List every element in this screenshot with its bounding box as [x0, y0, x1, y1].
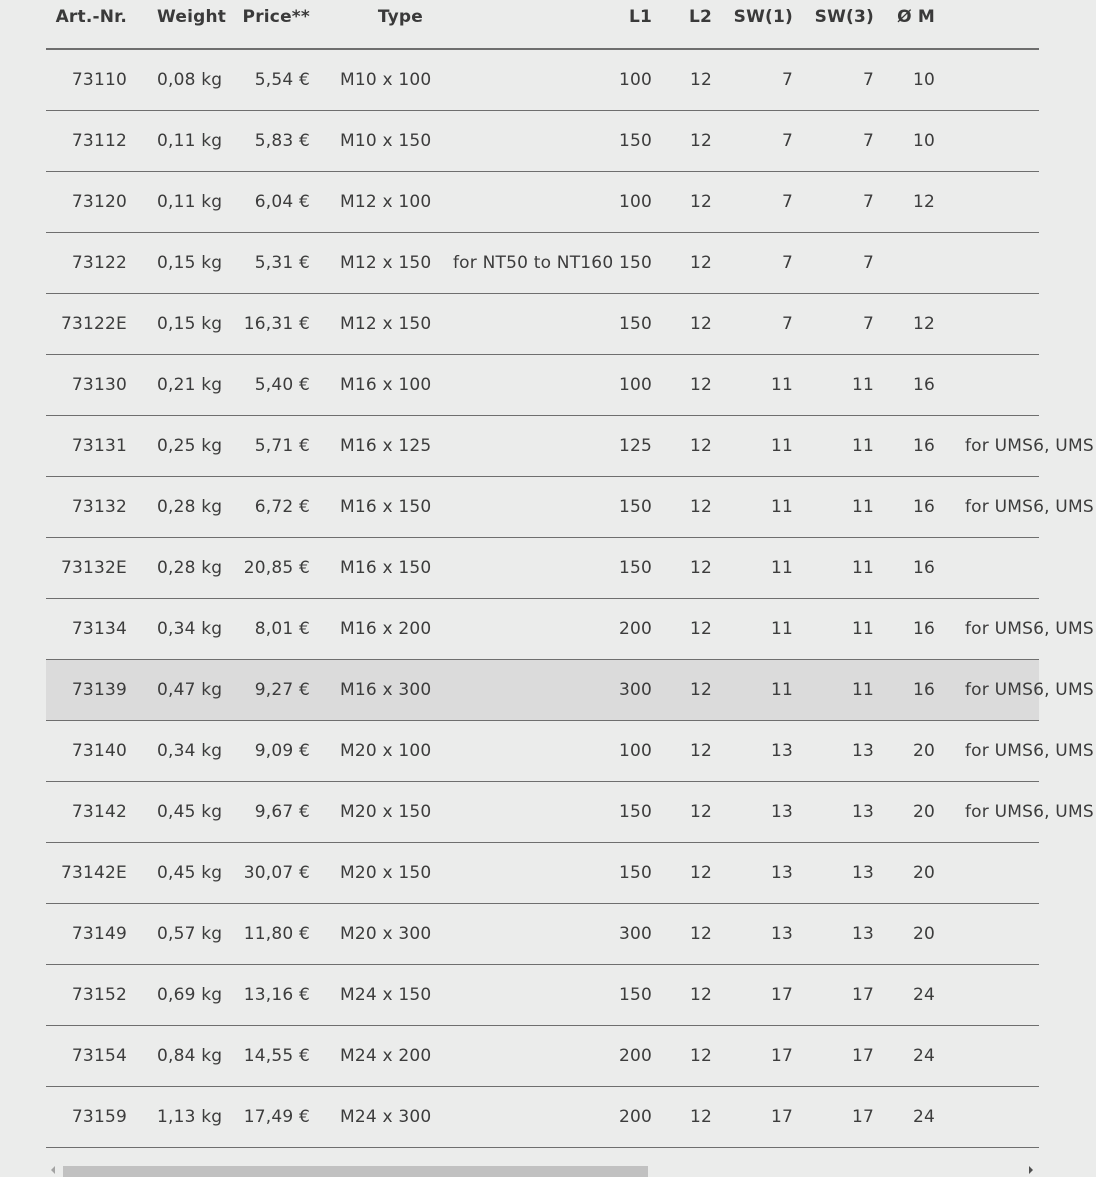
header-sw1[interactable]: SW(1) [733, 7, 793, 27]
cell-l2: 12 [689, 801, 712, 822]
cell-diameter-m: 20 [912, 923, 935, 944]
cell-extra [935, 1087, 1065, 1147]
cell-type: M16 x 100 [340, 374, 432, 395]
cell-type: M12 x 100 [340, 191, 432, 212]
scrollbar-thumb[interactable] [63, 1166, 648, 1177]
cell-art-nr: 73120 [71, 191, 127, 212]
cell-diameter-m [874, 233, 935, 293]
cell-type: M20 x 150 [340, 801, 432, 822]
cell-price: 9,27 € [254, 679, 310, 700]
cell-sw1: 13 [770, 923, 793, 944]
cell-sw3: 17 [851, 1045, 874, 1066]
table-row[interactable] [46, 599, 1094, 660]
cell-l1: 100 [618, 740, 652, 761]
cell-note [423, 782, 605, 842]
cell-sw3: 13 [851, 862, 874, 883]
cell-type: M24 x 150 [340, 984, 432, 1005]
cell-type: M16 x 300 [340, 679, 432, 700]
cell-weight: 0,57 kg [157, 923, 223, 944]
cell-art-nr: 73139 [71, 679, 127, 700]
cell-price: 13,16 € [243, 984, 310, 1005]
cell-sw3: 13 [851, 801, 874, 822]
cell-note [423, 843, 605, 903]
cell-price: 14,55 € [243, 1045, 310, 1066]
cell-sw1: 11 [770, 618, 793, 639]
cell-sw1: 7 [781, 130, 793, 151]
cell-l1: 300 [618, 923, 652, 944]
cell-extra [935, 233, 1065, 293]
header-art-nr[interactable]: Art.-Nr. [55, 7, 127, 27]
cell-art-nr: 73130 [71, 374, 127, 395]
cell-note [423, 904, 605, 964]
cell-diameter-m: 16 [912, 618, 935, 639]
cell-extra: for UMS6, UMS [965, 679, 1094, 700]
cell-art-nr: 73122E [60, 313, 127, 334]
cell-extra [935, 965, 1065, 1025]
cell-extra [935, 50, 1065, 110]
table-header [46, 0, 1039, 50]
cell-sw3: 7 [862, 191, 874, 212]
cell-art-nr: 73132 [71, 496, 127, 517]
cell-note [423, 721, 605, 781]
cell-type: M20 x 150 [340, 862, 432, 883]
cell-sw1: 7 [781, 313, 793, 334]
cell-sw1: 13 [770, 801, 793, 822]
cell-l2: 12 [689, 557, 712, 578]
cell-art-nr: 73159 [71, 1106, 127, 1127]
table-row[interactable] [46, 50, 1039, 111]
cell-type: M16 x 200 [340, 618, 432, 639]
cell-type: M12 x 150 [340, 252, 432, 273]
cell-diameter-m: 10 [912, 130, 935, 151]
table-row[interactable] [46, 904, 1039, 965]
cell-price: 5,31 € [254, 252, 310, 273]
cell-type: M10 x 150 [340, 130, 432, 151]
cell-l2: 12 [689, 862, 712, 883]
cell-type: M20 x 100 [340, 740, 432, 761]
cell-type: M24 x 300 [340, 1106, 432, 1127]
cell-sw3: 7 [862, 130, 874, 151]
header-price[interactable]: Price** [242, 7, 310, 27]
cell-sw3: 11 [851, 374, 874, 395]
cell-type: M16 x 150 [340, 496, 432, 517]
cell-weight: 0,25 kg [157, 435, 223, 456]
cell-l1: 200 [618, 1045, 652, 1066]
cell-diameter-m: 24 [912, 1045, 935, 1066]
cell-extra [935, 1026, 1065, 1086]
table-row[interactable] [46, 172, 1039, 233]
cell-price: 17,49 € [243, 1106, 310, 1127]
cell-l1: 100 [618, 69, 652, 90]
table-row[interactable] [46, 660, 1094, 721]
cell-art-nr: 73122 [71, 252, 127, 273]
header-extra [935, 0, 1065, 48]
cell-note [423, 111, 605, 171]
cell-weight: 0,15 kg [157, 252, 223, 273]
cell-l2: 12 [689, 1045, 712, 1066]
cell-sw3: 11 [851, 557, 874, 578]
cell-weight: 0,15 kg [157, 313, 223, 334]
cell-weight: 0,84 kg [157, 1045, 223, 1066]
cell-sw3: 11 [851, 618, 874, 639]
cell-l1: 300 [618, 679, 652, 700]
cell-art-nr: 73131 [71, 435, 127, 456]
cell-l1: 100 [618, 191, 652, 212]
cell-diameter-m: 16 [912, 496, 935, 517]
cell-diameter-m: 16 [912, 557, 935, 578]
cell-sw3: 11 [851, 435, 874, 456]
cell-diameter-m: 20 [912, 862, 935, 883]
cell-l2: 12 [689, 984, 712, 1005]
cell-note [423, 477, 605, 537]
cell-diameter-m: 24 [912, 1106, 935, 1127]
cell-l2: 12 [689, 618, 712, 639]
cell-l2: 12 [689, 252, 712, 273]
header-note [423, 0, 605, 48]
header-diameter-m[interactable]: Ø M [897, 7, 935, 27]
cell-l2: 12 [689, 740, 712, 761]
cell-price: 6,04 € [254, 191, 310, 212]
product-table [46, 0, 1094, 1148]
cell-price: 9,67 € [254, 801, 310, 822]
table-row[interactable] [46, 538, 1039, 599]
cell-extra [935, 355, 1065, 415]
cell-l1: 150 [618, 496, 652, 517]
cell-weight: 0,34 kg [157, 740, 223, 761]
cell-note [423, 50, 605, 110]
cell-sw3: 13 [851, 740, 874, 761]
table-row[interactable] [46, 233, 1039, 294]
cell-extra: for UMS6, UMS [965, 618, 1094, 639]
cell-l2: 12 [689, 313, 712, 334]
cell-type: M16 x 125 [340, 435, 432, 456]
cell-l2: 12 [689, 435, 712, 456]
table-body [46, 50, 1094, 1148]
cell-extra [935, 111, 1065, 171]
cell-price: 20,85 € [243, 557, 310, 578]
cell-l1: 200 [618, 618, 652, 639]
cell-art-nr: 73132E [60, 557, 127, 578]
chevron-left-icon[interactable] [51, 1166, 55, 1174]
cell-diameter-m: 12 [912, 191, 935, 212]
cell-note [423, 660, 605, 720]
table-row[interactable] [46, 843, 1039, 904]
cell-diameter-m: 16 [912, 679, 935, 700]
cell-l1: 150 [618, 984, 652, 1005]
header-weight[interactable]: Weight [157, 7, 227, 27]
cell-weight: 0,08 kg [157, 69, 223, 90]
header-type[interactable]: Type [377, 7, 423, 27]
cell-extra: for UMS6, UMS [965, 496, 1094, 517]
cell-l2: 12 [689, 679, 712, 700]
cell-art-nr: 73112 [71, 130, 127, 151]
cell-l2: 12 [689, 496, 712, 517]
cell-l1: 150 [618, 252, 652, 273]
header-l2[interactable]: L2 [688, 7, 712, 27]
cell-note [423, 1026, 605, 1086]
cell-price: 9,09 € [254, 740, 310, 761]
cell-art-nr: 73140 [71, 740, 127, 761]
cell-price: 11,80 € [243, 923, 310, 944]
cell-l2: 12 [689, 923, 712, 944]
cell-sw3: 7 [862, 252, 874, 273]
cell-sw1: 13 [770, 862, 793, 883]
cell-art-nr: 73134 [71, 618, 127, 639]
cell-sw3: 7 [862, 69, 874, 90]
cell-weight: 0,69 kg [157, 984, 223, 1005]
cell-art-nr: 73142 [71, 801, 127, 822]
cell-note [423, 416, 605, 476]
cell-sw1: 7 [781, 252, 793, 273]
cell-extra [935, 904, 1065, 964]
cell-weight: 1,13 kg [157, 1106, 223, 1127]
cell-weight: 0,28 kg [157, 496, 223, 517]
cell-sw1: 17 [770, 1045, 793, 1066]
cell-note: for NT50 to NT160 [453, 252, 614, 273]
cell-sw3: 11 [851, 679, 874, 700]
table-row[interactable] [46, 1026, 1039, 1087]
cell-price: 8,01 € [254, 618, 310, 639]
cell-l1: 100 [618, 374, 652, 395]
cell-price: 16,31 € [243, 313, 310, 334]
cell-sw1: 11 [770, 496, 793, 517]
cell-diameter-m: 24 [912, 984, 935, 1005]
cell-note [423, 355, 605, 415]
cell-art-nr: 73142E [60, 862, 127, 883]
cell-sw1: 11 [770, 557, 793, 578]
cell-sw1: 11 [770, 679, 793, 700]
cell-l2: 12 [689, 191, 712, 212]
cell-type: M20 x 300 [340, 923, 432, 944]
cell-weight: 0,28 kg [157, 557, 223, 578]
cell-diameter-m: 10 [912, 69, 935, 90]
cell-weight: 0,45 kg [157, 801, 223, 822]
cell-sw1: 17 [770, 984, 793, 1005]
horizontal-scrollbar[interactable] [46, 1163, 1039, 1177]
table-row[interactable] [46, 294, 1039, 355]
cell-l1: 125 [618, 435, 652, 456]
cell-weight: 0,11 kg [157, 191, 223, 212]
table-row[interactable] [46, 782, 1094, 843]
table-row[interactable] [46, 111, 1039, 172]
cell-type: M12 x 150 [340, 313, 432, 334]
cell-type: M16 x 150 [340, 557, 432, 578]
cell-sw1: 11 [770, 374, 793, 395]
cell-l2: 12 [689, 374, 712, 395]
cell-sw1: 7 [781, 69, 793, 90]
cell-sw3: 7 [862, 313, 874, 334]
table-row[interactable] [46, 416, 1094, 477]
cell-art-nr: 73154 [71, 1045, 127, 1066]
cell-l1: 200 [618, 1106, 652, 1127]
cell-extra [935, 538, 1065, 598]
table-row[interactable] [46, 965, 1039, 1026]
cell-sw1: 17 [770, 1106, 793, 1127]
cell-extra: for UMS6, UMS [965, 435, 1094, 456]
cell-note [423, 599, 605, 659]
cell-sw3: 13 [851, 923, 874, 944]
cell-diameter-m: 16 [912, 374, 935, 395]
cell-extra [935, 172, 1065, 232]
header-sw3[interactable]: SW(3) [814, 7, 874, 27]
cell-sw3: 17 [851, 984, 874, 1005]
cell-art-nr: 73149 [71, 923, 127, 944]
cell-diameter-m: 20 [912, 801, 935, 822]
cell-sw1: 11 [770, 435, 793, 456]
cell-diameter-m: 16 [912, 435, 935, 456]
cell-weight: 0,11 kg [157, 130, 223, 151]
cell-price: 6,72 € [254, 496, 310, 517]
cell-l1: 150 [618, 313, 652, 334]
cell-extra: for UMS6, UMS [965, 801, 1094, 822]
cell-note [423, 538, 605, 598]
cell-price: 5,40 € [254, 374, 310, 395]
cell-l2: 12 [689, 69, 712, 90]
table-row[interactable] [46, 355, 1039, 416]
cell-type: M10 x 100 [340, 69, 432, 90]
cell-art-nr: 73152 [71, 984, 127, 1005]
cell-extra: for UMS6, UMS [965, 740, 1094, 761]
cell-type: M24 x 200 [340, 1045, 432, 1066]
cell-note [423, 172, 605, 232]
chevron-right-icon[interactable] [1029, 1166, 1033, 1174]
cell-l2: 12 [689, 130, 712, 151]
cell-sw1: 7 [781, 191, 793, 212]
cell-diameter-m: 20 [912, 740, 935, 761]
cell-weight: 0,47 kg [157, 679, 223, 700]
cell-price: 5,83 € [254, 130, 310, 151]
cell-price: 5,71 € [254, 435, 310, 456]
cell-art-nr: 73110 [71, 69, 127, 90]
cell-sw1: 13 [770, 740, 793, 761]
cell-weight: 0,45 kg [157, 862, 223, 883]
cell-l1: 150 [618, 557, 652, 578]
cell-note [423, 294, 605, 354]
cell-sw3: 17 [851, 1106, 874, 1127]
cell-l2: 12 [689, 1106, 712, 1127]
cell-price: 5,54 € [254, 69, 310, 90]
cell-extra [935, 294, 1065, 354]
cell-extra [935, 843, 1065, 903]
cell-price: 30,07 € [243, 862, 310, 883]
cell-l1: 150 [618, 130, 652, 151]
cell-weight: 0,21 kg [157, 374, 223, 395]
cell-l1: 150 [618, 801, 652, 822]
cell-note [423, 965, 605, 1025]
table-row[interactable] [46, 477, 1094, 538]
table-row[interactable] [46, 1087, 1039, 1148]
cell-note [423, 1087, 605, 1147]
cell-sw3: 11 [851, 496, 874, 517]
cell-diameter-m: 12 [912, 313, 935, 334]
cell-l1: 150 [618, 862, 652, 883]
cell-weight: 0,34 kg [157, 618, 223, 639]
header-l1[interactable]: L1 [628, 7, 652, 27]
table-row[interactable] [46, 721, 1094, 782]
